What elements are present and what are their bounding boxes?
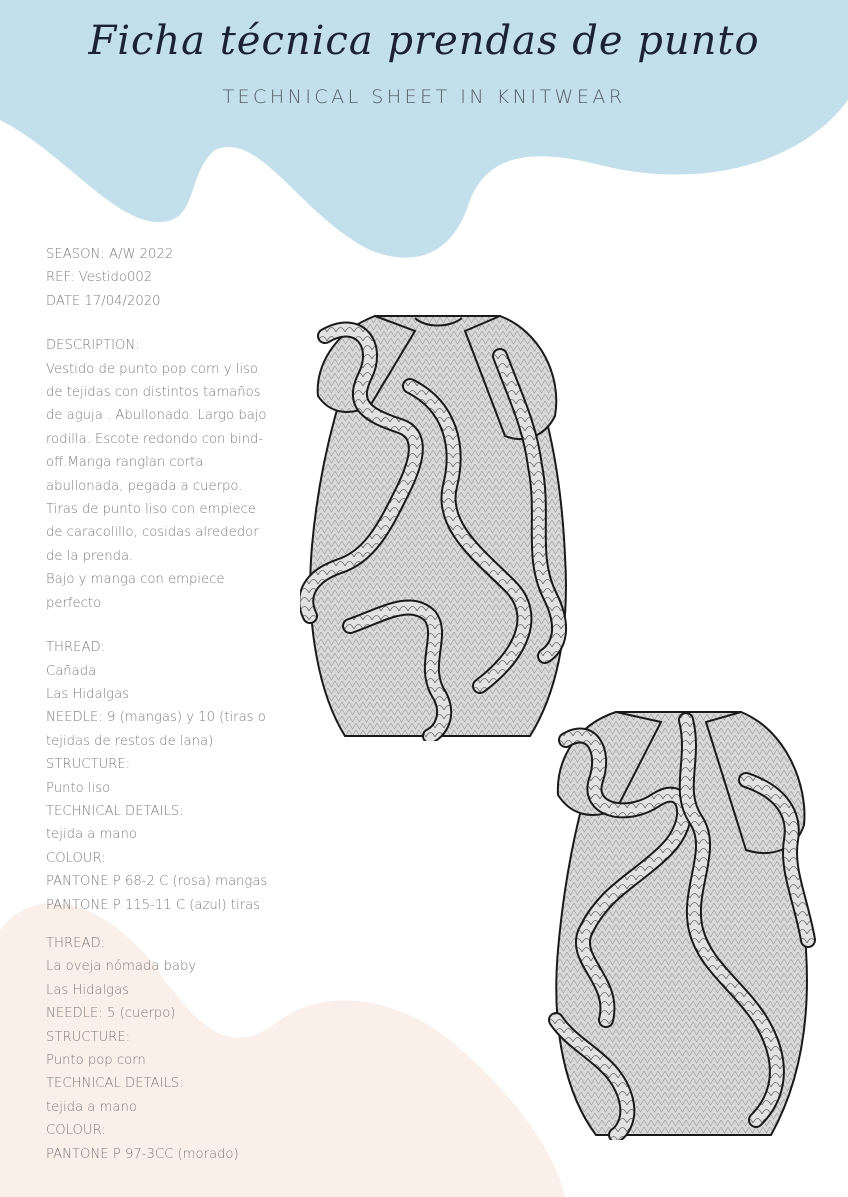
thread1-line: Las Hidalgas [46,686,130,702]
thread2-line: PANTONE P 97-3CC (morado) [46,1146,239,1162]
description-line: perfecto [46,595,102,611]
dress-sketch-back [546,700,821,1140]
description-line: de aguja . Abullonado. Largo bajo [46,408,267,424]
ref-line: REF: Vestido002 [46,270,153,286]
thread1-line: NEEDLE: 9 (mangas) y 10 (tiras o [46,710,266,726]
description-line: Bajo y manga con empiece [46,572,225,588]
description-line: de la prenda. [46,548,134,564]
dress-sketch-front [300,296,580,741]
description-label: DESCRIPTION: [46,338,140,354]
thread1-line: THREAD: [46,640,106,656]
thread2-line: Las Hidalgas [46,982,130,998]
thread2-line: TECHNICAL DETAILS: [46,1076,184,1092]
description-line: abullonada, pegada a cuerpo. [46,478,243,494]
thread1-line: TECHNICAL DETAILS: [46,803,184,819]
description-line: de tejidas con distintos tamaños [46,385,261,401]
page-subtitle: TECHNICAL SHEET IN KNITWEAR [222,86,626,108]
thread1-line: Cañada [46,663,97,679]
thread1-line: tejidas de restos de lana) [46,733,214,749]
thread1-line: tejida a mano [46,827,137,843]
thread1-line: Punto liso [46,780,111,796]
description-line: rodilla. Escote redondo con bind- [46,431,264,447]
thread2-line: STRUCTURE: [46,1029,131,1045]
thread2-line: La oveja nómada baby [46,959,197,975]
thread2-line: tejida a mano [46,1099,137,1115]
thread1-line: COLOUR: [46,850,106,866]
date-line: DATE 17/04/2020 [46,293,161,309]
thread1-line: PANTONE P 68-2 C (rosa) mangas [46,874,268,890]
description-line: de caracolillo, cosidas alrededor [46,525,259,541]
description-line: Tiras de punto liso con empiece [46,502,256,518]
thread2-line: COLOUR: [46,1123,106,1139]
thread1-line: PANTONE P 115-11 C (azul) tiras [46,897,260,913]
thread2-line: THREAD: [46,935,106,951]
thread2-line: Punto pop corn [46,1053,146,1068]
thread2-line: NEEDLE: 5 (cuerpo) [46,1006,176,1022]
description-line: Vestido de punto pop corn y liso [46,361,258,377]
thread1-line: STRUCTURE: [46,757,131,773]
spec-text [46,243,306,1166]
page-title: Ficha técnica prendas de punto [88,18,760,64]
description-line: off.Manga ranglan corta [46,455,204,471]
season-line: SEASON: A/W 2022 [46,247,174,262]
